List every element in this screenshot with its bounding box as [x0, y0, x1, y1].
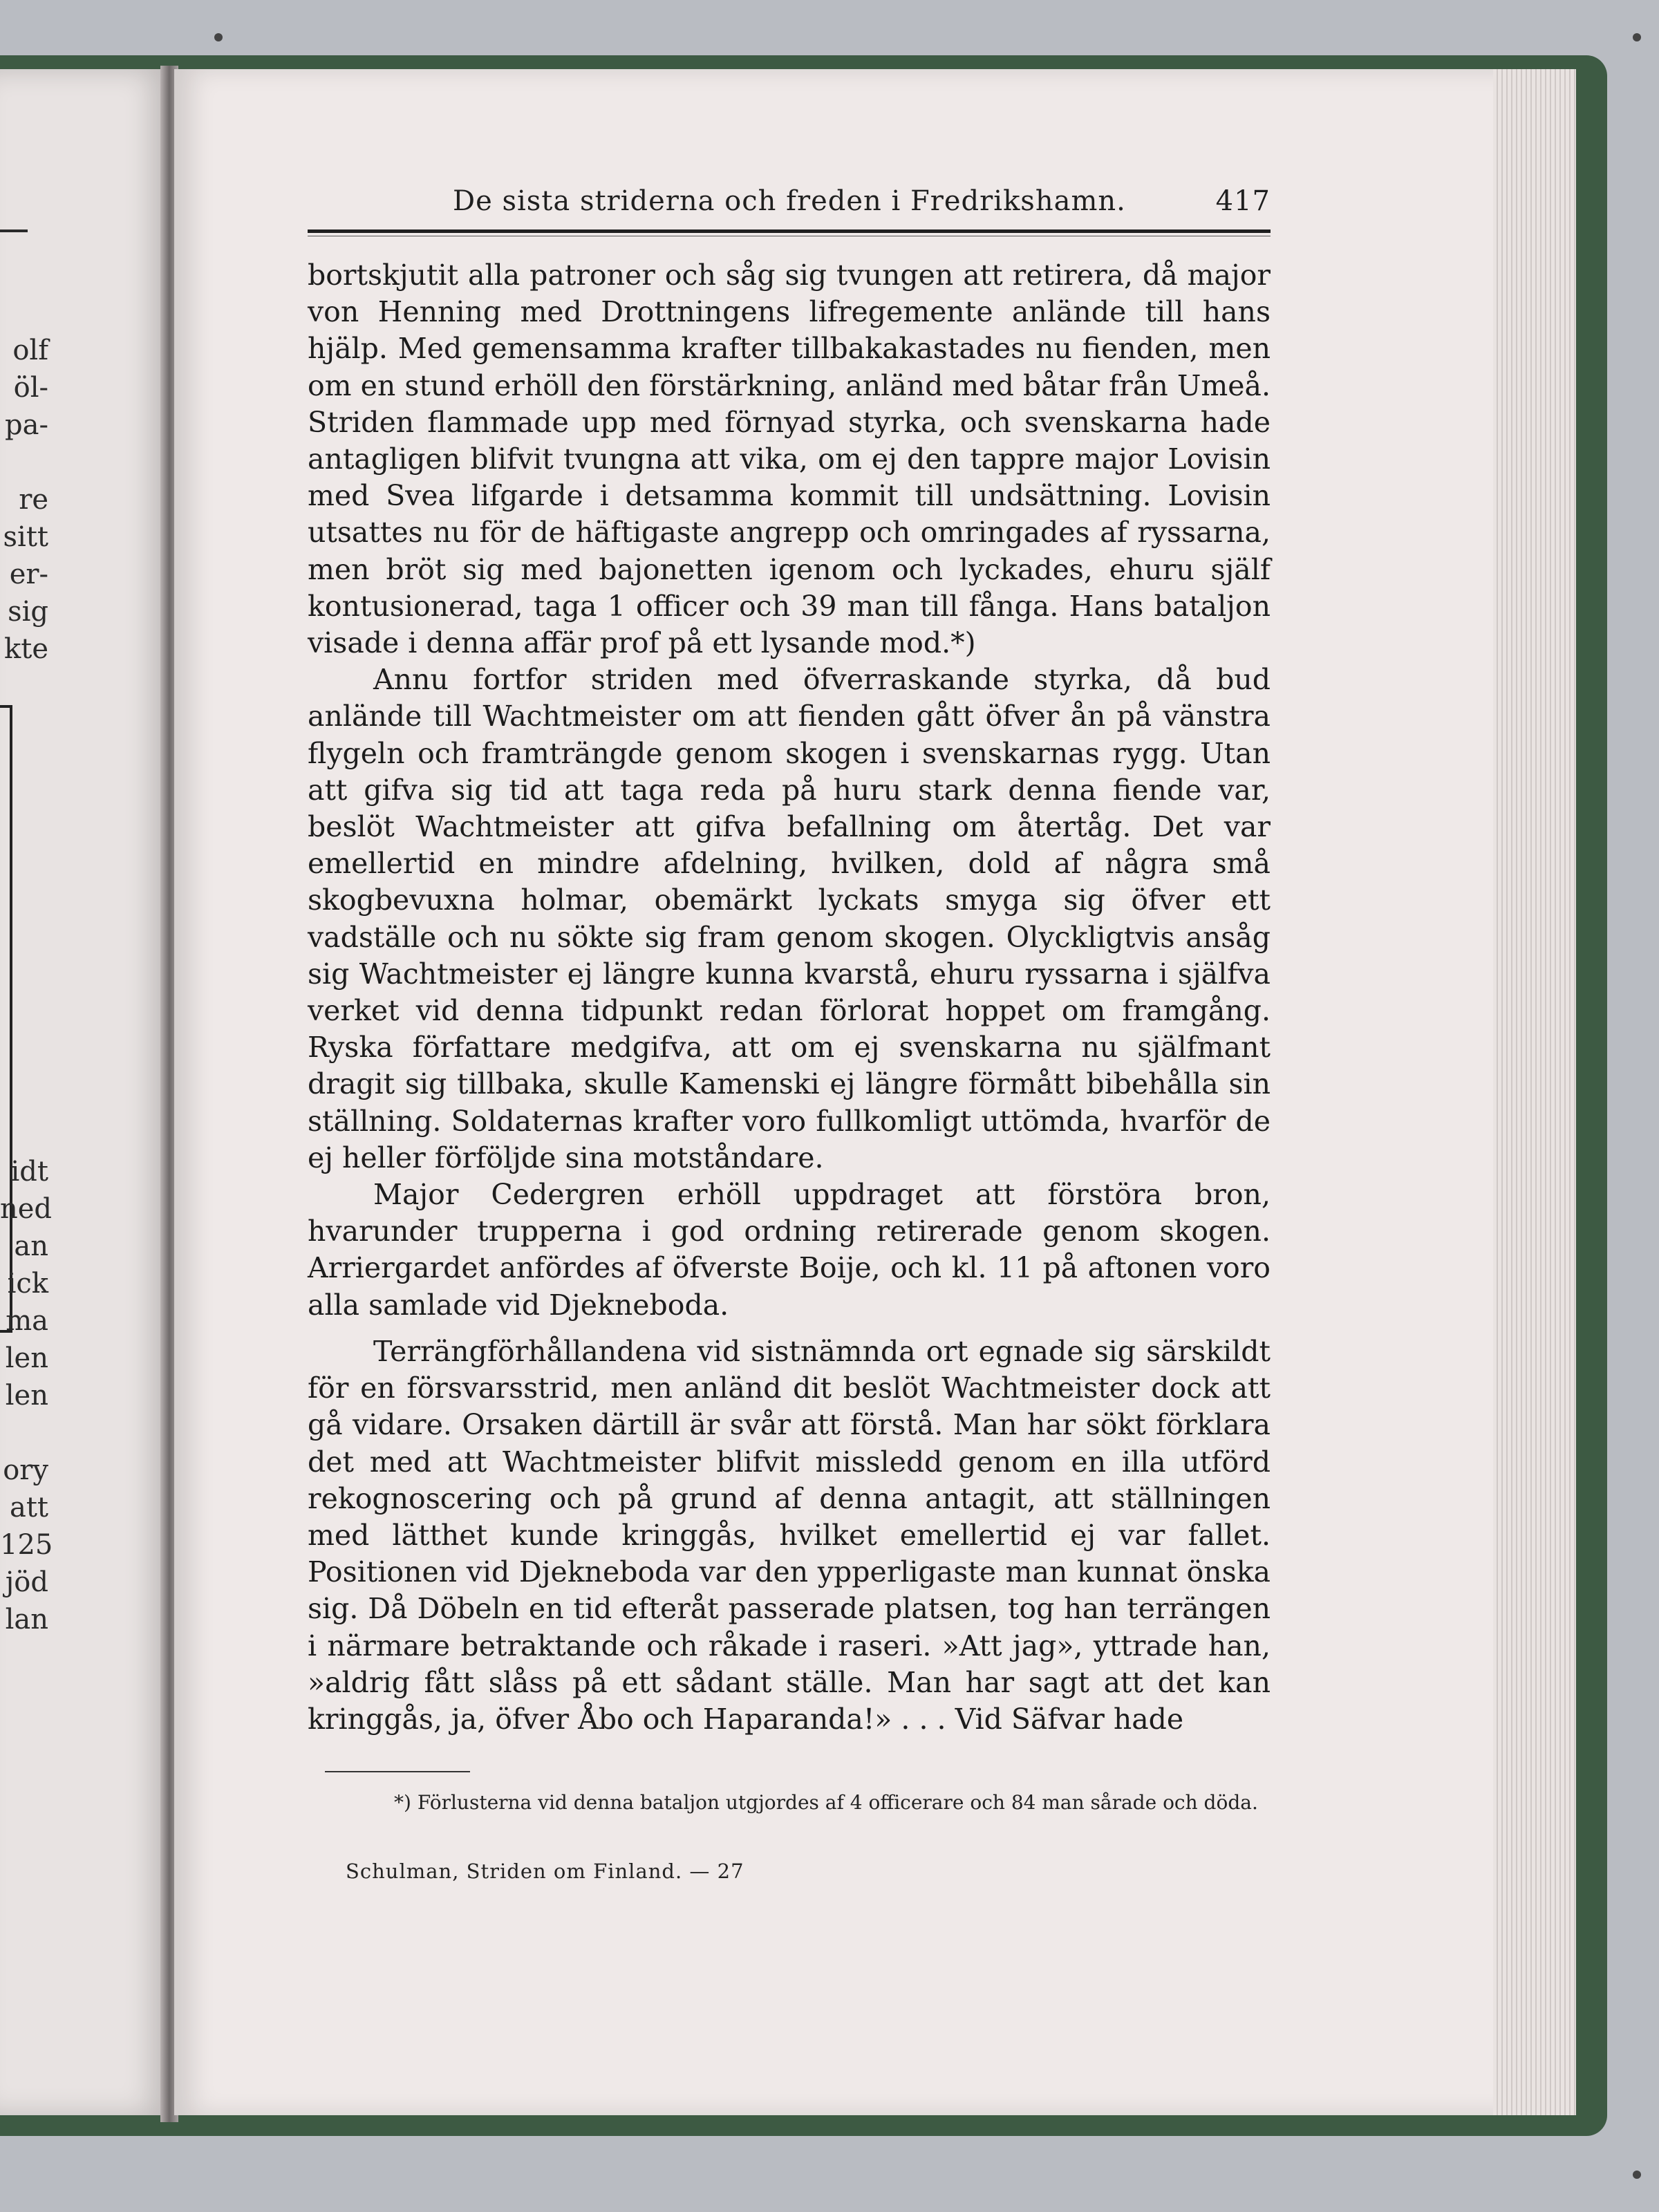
page-number: 417	[1215, 185, 1271, 217]
left-text-fragment: kte	[4, 633, 48, 665]
left-text-fragment: ory	[3, 1454, 48, 1486]
left-page-rule	[0, 229, 28, 232]
left-text-fragment	[0, 780, 48, 817]
pin-mark	[1633, 2171, 1641, 2179]
left-text-fragment: sitt	[3, 521, 48, 553]
paragraph: Terrängförhållandena vid sistnämnda ort egnade sig särskildt för en försvarsstrid, men anländ dit beslöt Wachtmeister dock att gå vidare. Orsaken därtill är svår att förstå. Man har sökt förklara det med att Wachtmeister blifvit missledd genom en illa utförd rekognoscering och på grund af denna antagit, att ställningen med lätthet kunde kringgås, hvilket emellertid ej var fallet. Positionen vid Djekneboda var den ypperligaste man kunnat önska sig. Då Döbeln en tid efteråt passerade platsen, tog han terrängen i närmare betraktande och råkade i raseri. »Att jag», yttrade han, »aldrig fått slåss på ett sådant ställe. Man har sagt att det kan kringgås, ja, öfver Åbo och Haparanda!» . . . Vid Säfvar hade	[308, 1334, 1271, 1736]
left-text-fragment: er-	[9, 559, 48, 590]
left-text-fragment	[0, 444, 48, 481]
paragraph: Major Cedergren erhöll uppdraget att förstöra bron, hvarunder trupperna i god ordning retirerade genom skogen. Arriergardet anfördes af öfverste Boije, och kl. 11 på aftonen voro alla samlade vid Djekneboda.	[308, 1178, 1271, 1322]
left-text-fragment: ick	[7, 1268, 48, 1300]
left-text-fragment	[0, 1414, 48, 1452]
left-text-fragment: 125	[0, 1529, 53, 1561]
left-text-fragment: jöd	[5, 1566, 48, 1598]
left-text-fragment	[0, 929, 48, 966]
left-text-fragment	[0, 1116, 48, 1153]
printer-signature: Schulman, Striden om Finland. — 27	[346, 1859, 744, 1883]
left-text-fragment: ma	[6, 1305, 48, 1337]
left-text-fragment	[0, 668, 48, 705]
left-page-text-fragments	[0, 332, 53, 1638]
running-head	[308, 185, 1271, 227]
left-text-fragment: idt	[10, 1156, 48, 1188]
left-text-fragment: ned	[0, 1193, 53, 1225]
left-text-fragment	[0, 1041, 48, 1078]
page-edges	[1493, 69, 1576, 2115]
footnote-rule	[325, 1771, 470, 1772]
paragraph: bortskjutit alla patroner och såg sig tvungen att retirera, då major von Henning med Drottningens lifregemente anlände till hans hjälp. Med gemensamma krafter tillbakakastades nu fienden, men om en stund erhöll den förstärkning, anländ med båtar från Umeå. Striden flammade upp med förnyad styrka, och svenskarna hade antagligen blifvit tvungna att vika, om ej den tappre major Lovisin med Svea lifgarde i detsamma kommit till undsättning. Lovisin utsattes nu för de häftigaste angrepp och omringades af ryssarna, men bröt sig med bajonetten igenom och lyckades, ehuru själf kontusionerad, taga 1 officer och 39 man till fånga. Hans bataljon visade i denna affär prof på ett lysande mod.*)	[308, 259, 1271, 660]
left-page	[0, 69, 173, 2115]
left-text-fragment: öl-	[13, 372, 48, 404]
left-text-fragment	[0, 892, 48, 929]
left-text-fragment: lan	[5, 1604, 48, 1635]
left-text-fragment: an	[14, 1230, 48, 1262]
left-text-fragment	[0, 742, 48, 780]
pin-mark	[214, 33, 223, 41]
left-text-fragment: olf	[12, 335, 48, 366]
left-text-fragment	[0, 817, 48, 854]
pin-mark	[1633, 33, 1641, 41]
left-text-fragment	[0, 1004, 48, 1041]
left-text-fragment	[0, 854, 48, 892]
left-text-fragment: sig	[8, 596, 48, 628]
footnote: *) Förlusterna vid denna bataljon utgjordes af 4 officerare och 84 man sårade och döda.	[394, 1791, 1258, 1814]
left-text-fragment	[0, 966, 48, 1004]
left-text-fragment: re	[19, 484, 48, 516]
running-head-title: De sista striderna och freden i Fredrikshamn.	[453, 185, 1126, 217]
left-text-fragment	[0, 1078, 48, 1116]
body-text	[308, 257, 1271, 1738]
left-text-fragment	[0, 705, 48, 742]
left-text-fragment: len	[5, 1380, 48, 1412]
left-text-fragment: len	[5, 1342, 48, 1374]
left-text-fragment: att	[10, 1492, 48, 1524]
left-text-fragment: pa-	[5, 409, 48, 441]
paragraph: Annu fortfor striden med öfverraskande styrka, då bud anlände till Wachtmeister om att fienden gått öfver ån på vänstra flygeln och framträngde genom skogen i svenskarnas rygg. Utan att gifva sig tid att taga reda på huru stark denna fiende var, beslöt Wachtmeister att gifva befallning om återtåg. Det var emellertid en mindre afdelning, hvilken, dold af några små skogbevuxna holmar, obemärkt lyckats smyga sig öfver ett vadställe och nu sökte sig fram genom skogen. Olyckligtvis ansåg sig Wachtmeister ej längre kunna kvarstå, ehuru ryssarna i själfva verket vid denna tidpunkt redan förlorat hoppet om framgång. Ryska författare medgifva, att om ej svenskarna nu själfmant dragit sig tillbaka, skulle Kamenski ej längre förmått bibehålla sin ställning. Soldaternas krafter voro fullkomligt uttömda, hvarför de ej heller förföljde sina motståndare.	[308, 663, 1271, 1174]
header-rule	[308, 229, 1271, 233]
